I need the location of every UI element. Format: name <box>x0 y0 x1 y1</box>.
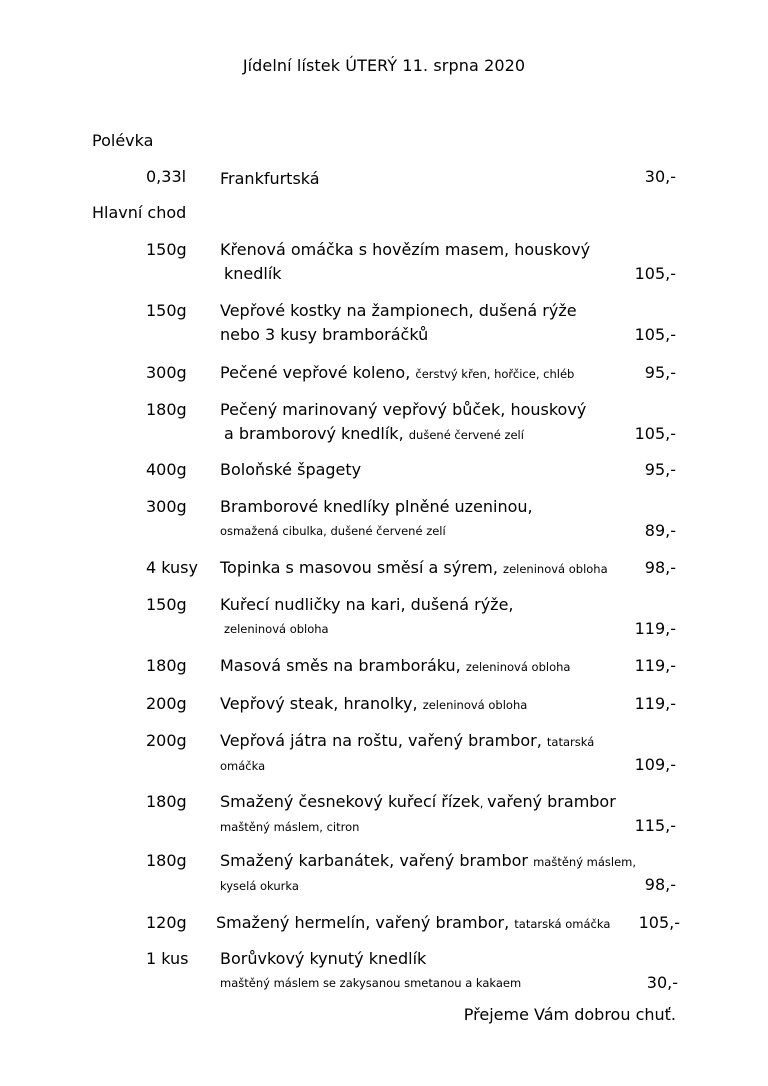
item-price: 119,- <box>634 656 676 675</box>
item-quantity: 400g <box>146 460 187 479</box>
item-price: 98,- <box>644 875 676 894</box>
item-name-line1: Vepřová játra na roštu, vařený brambor, <box>220 731 542 750</box>
item-price: 119,- <box>634 694 676 713</box>
item-name <box>220 692 527 717</box>
section-main: Hlavní chod <box>92 203 187 222</box>
item-price: 105,- <box>638 913 680 932</box>
item-price: 109,- <box>634 755 676 774</box>
item-name-line1: Vepřové kostky na žampionech, dušená rýže <box>220 301 577 320</box>
item-quantity: 120g <box>146 913 187 932</box>
item-quantity: 180g <box>146 656 187 675</box>
item-name-line1: Pečené vepřové koleno, <box>220 363 411 382</box>
item-quantity: 300g <box>146 363 187 382</box>
item-quantity: 200g <box>146 694 187 713</box>
item-side: dušené červené zelí <box>408 428 524 442</box>
item-quantity: 150g <box>146 240 187 259</box>
item-name-line2: nebo 3 kusy bramboráčků <box>220 325 429 344</box>
item-side: čerstvý křen, hořčice, chléb <box>415 367 575 381</box>
item-name <box>220 238 590 286</box>
item-price: 95,- <box>644 460 676 479</box>
item-side-line2: omáčka <box>220 759 266 773</box>
item-name-line1: Smažený česnekový kuřecí řízek <box>220 792 480 811</box>
item-price: 119,- <box>634 619 676 638</box>
item-side: tatarská <box>546 735 595 749</box>
item-name <box>220 299 577 347</box>
item-quantity: 300g <box>146 497 187 516</box>
item-name <box>220 593 514 641</box>
item-name <box>220 654 570 679</box>
item-name <box>220 495 533 543</box>
item-quantity: 180g <box>146 400 187 419</box>
item-name-line1: Smažený hermelín, vařený brambor, <box>216 913 510 932</box>
item-name-line1: Masová směs na bramboráku, <box>220 656 461 675</box>
closing-greeting: Přejeme Vám dobrou chuť. <box>463 1005 676 1024</box>
item-quantity: 200g <box>146 731 187 750</box>
item-quantity: 150g <box>146 595 187 614</box>
item-name <box>220 849 636 898</box>
item-side: zeleninová obloha <box>503 562 608 576</box>
item-comma: , <box>479 796 488 810</box>
item-price: 105,- <box>634 424 676 443</box>
item-side: zeleninová obloha <box>224 622 329 636</box>
item-name <box>220 790 616 839</box>
item-price: 30,- <box>646 973 678 992</box>
item-name-line1: Pečený marinovaný vepřový bůček, houskový <box>220 400 587 419</box>
item-name: Boloňské špagety <box>220 460 362 479</box>
item-side: maštěný máslem, citron <box>220 820 360 834</box>
item-name: Frankfurtská <box>220 169 320 188</box>
item-name-line2: a bramborový knedlík, <box>224 424 404 443</box>
item-name-line1: Smažený karbanátek, vařený brambor <box>220 851 528 870</box>
item-quantity: 180g <box>146 792 187 811</box>
item-name <box>220 361 574 386</box>
item-price: 115,- <box>634 816 676 835</box>
item-name-line1: Bramborové knedlíky plněné uzeninou, <box>220 497 533 516</box>
item-price: 89,- <box>644 521 676 540</box>
item-side: tatarská omáčka <box>514 917 611 931</box>
item-name <box>220 556 608 581</box>
item-name-line1: Borůvkový kynutý knedlík <box>220 949 427 968</box>
item-quantity: 1 kus <box>146 949 189 968</box>
item-quantity: 150g <box>146 301 187 320</box>
item-quantity: 0,33l <box>146 167 187 186</box>
item-side: maštěný máslem, <box>533 855 637 869</box>
menu-title: Jídelní lístek ÚTERÝ 11. srpna 2020 <box>242 56 526 75</box>
item-name-line1-cont: vařený brambor <box>487 792 616 811</box>
section-soup: Polévka <box>92 131 154 150</box>
item-name-line1: Vepřový steak, hranolky, <box>220 694 418 713</box>
item-side: zeleninová obloha <box>422 698 528 712</box>
item-side-line2: kyselá okurka <box>220 879 299 893</box>
item-quantity: 4 kusy <box>146 558 198 577</box>
item-name-line1: Topinka s masovou směsí a sýrem, <box>220 558 498 577</box>
item-name <box>220 947 521 995</box>
item-name <box>220 398 586 447</box>
item-name-line1: Křenová omáčka s hovězím masem, houskový <box>220 240 591 259</box>
item-price: 30,- <box>644 167 676 186</box>
item-price: 105,- <box>634 325 676 344</box>
item-price: 98,- <box>644 558 676 577</box>
item-price: 95,- <box>644 363 676 382</box>
item-name-line1: Kuřecí nudličky na kari, dušená rýže, <box>220 595 514 614</box>
item-quantity: 180g <box>146 851 187 870</box>
item-name <box>216 911 610 936</box>
item-side: zeleninová obloha <box>465 660 571 674</box>
item-side: osmažená cibulka, dušené červené zelí <box>220 524 446 538</box>
item-name-line2: knedlík <box>224 264 282 283</box>
item-price: 105,- <box>634 264 676 283</box>
item-name <box>220 729 594 778</box>
item-side: maštěný máslem se zakysanou smetanou a kakaem <box>220 976 522 990</box>
